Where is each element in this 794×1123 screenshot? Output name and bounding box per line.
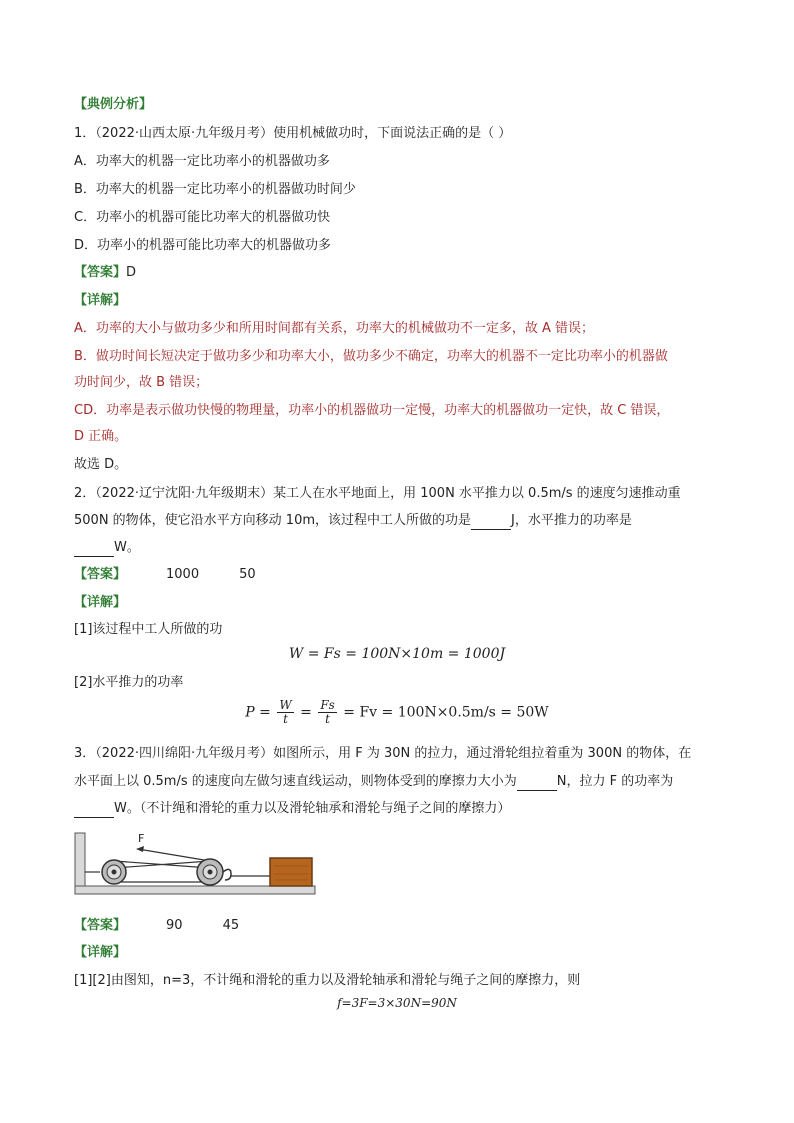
q1-option-c: C．功率小的机器可能比功率大的机器做功快 — [74, 210, 331, 225]
numerator: W — [279, 698, 292, 712]
fraction — [318, 699, 336, 726]
q2-step: [1]该过程中工人所做的功 — [74, 622, 223, 637]
wall — [75, 833, 85, 891]
q3-text: 水平面上以 0.5m/s 的速度向左做匀速直线运动，则物体受到的摩擦力大小为 — [74, 774, 517, 789]
numerator: Fs — [320, 698, 335, 712]
q3-detail-label: 【详解】 — [74, 945, 127, 960]
q3-text: N，拉力 F 的功率为 — [556, 774, 674, 789]
q2-detail-label: 【详解】 — [74, 595, 127, 610]
answer-label: 【答案】 — [74, 567, 127, 582]
q1-stem: 1．（2022·山西太原·九年级月考）使用机械做功时，下面说法正确的是（ ） — [74, 126, 512, 141]
answer-blank — [74, 543, 114, 557]
q1-detail-line: 功时间少，故 B 错误； — [74, 375, 209, 390]
answer-value: 90 — [166, 918, 183, 933]
q1-detail-label: 【详解】 — [74, 293, 127, 308]
answer-label: 【答案】 — [74, 918, 127, 933]
pulley-figure — [70, 828, 320, 898]
q2-step: [2]水平推力的功率 — [74, 675, 184, 690]
q2-answer — [74, 566, 256, 584]
wooden-block — [270, 858, 312, 886]
q3-stem-line: 3．（2022·四川绵阳·九年级月考）如图所示，用 F 为 30N 的拉力，通过滑轮组拉着重为 300N 的物体，在 — [74, 746, 692, 761]
answer-value: 1000 — [166, 567, 200, 582]
q1-answer — [74, 264, 136, 282]
formula-part: = Fv = 100N×0.5m/s = 50W — [343, 704, 549, 721]
q2-text: J，水平推力的功率是 — [511, 513, 632, 528]
q1-detail-line: B．做功时间长短决定于做功多少和功率大小，做功多少不确定，功率大的机器不一定比功率小的机器做 — [74, 349, 668, 364]
denominator: t — [325, 712, 330, 726]
q2-stem-line — [74, 539, 140, 557]
q1-detail-line: D 正确。 — [74, 429, 128, 444]
force-label: F — [138, 832, 145, 845]
q3-formula: f=3F=3×30N=90N — [337, 996, 457, 1010]
q1-option-a: A．功率大的机器一定比功率小的机器做功多 — [74, 154, 330, 169]
q1-option-b: B．功率大的机器一定比功率小的机器做功时间少 — [74, 182, 356, 197]
fixed-pulley-axle — [112, 870, 117, 875]
denominator: t — [283, 712, 288, 726]
answer-value: 45 — [222, 918, 240, 933]
q1-conclusion: 故选 D。 — [74, 457, 128, 472]
force-arrow — [138, 849, 210, 861]
q2-formula — [0, 699, 794, 726]
hook — [223, 869, 231, 880]
answer-blank — [74, 804, 114, 818]
formula-part: P = — [245, 704, 271, 721]
q1-option-d: D．功率小的机器可能比功率大的机器做功多 — [74, 238, 332, 253]
q2-stem-line: 2．（2022·辽宁沈阳·九年级期末）某工人在水平地面上，用 100N 水平推力以 0.5m/s 的速度匀速推动重 — [74, 486, 681, 501]
movable-pulley-axle — [208, 870, 213, 875]
answer-blank — [517, 777, 557, 791]
fraction — [277, 699, 293, 726]
q1-detail-line: CD．功率是表示做功快慢的物理量，功率小的机器做功一定慢，功率大的机器做功一定快，故 C 错误， — [74, 403, 670, 418]
q2-text: 500N 的物体，使它沿水平方向移动 10m，该过程中工人所做的功是 — [74, 513, 472, 528]
q2-formula: W = Fs = 100N×10m = 1000J — [288, 646, 506, 662]
q3-step: [1][2]由图知，n=3，不计绳和滑轮的重力以及滑轮轴承和滑轮与绳子之间的摩擦力，则 — [74, 973, 581, 988]
equals: = — [300, 704, 312, 721]
q3-stem-line — [74, 800, 510, 818]
q3-text: W。（不计绳和滑轮的重力以及滑轮轴承和滑轮与绳子之间的摩擦力） — [114, 801, 511, 816]
arrow-head — [136, 846, 144, 852]
answer-value: D — [126, 265, 137, 280]
section-title: 【典例分析】 — [74, 97, 153, 112]
q2-text: W。 — [114, 540, 140, 555]
answer-blank — [471, 516, 511, 530]
answer-value: 50 — [239, 567, 256, 582]
q3-stem-line — [74, 773, 673, 791]
q3-answer — [74, 917, 239, 935]
q1-detail-line: A．功率的大小与做功多少和所用时间都有关系，功率大的机械做功不一定多，故 A 错误； — [74, 321, 595, 336]
answer-label: 【答案】 — [74, 265, 127, 280]
ground — [75, 886, 315, 894]
q2-stem-line — [74, 512, 632, 530]
